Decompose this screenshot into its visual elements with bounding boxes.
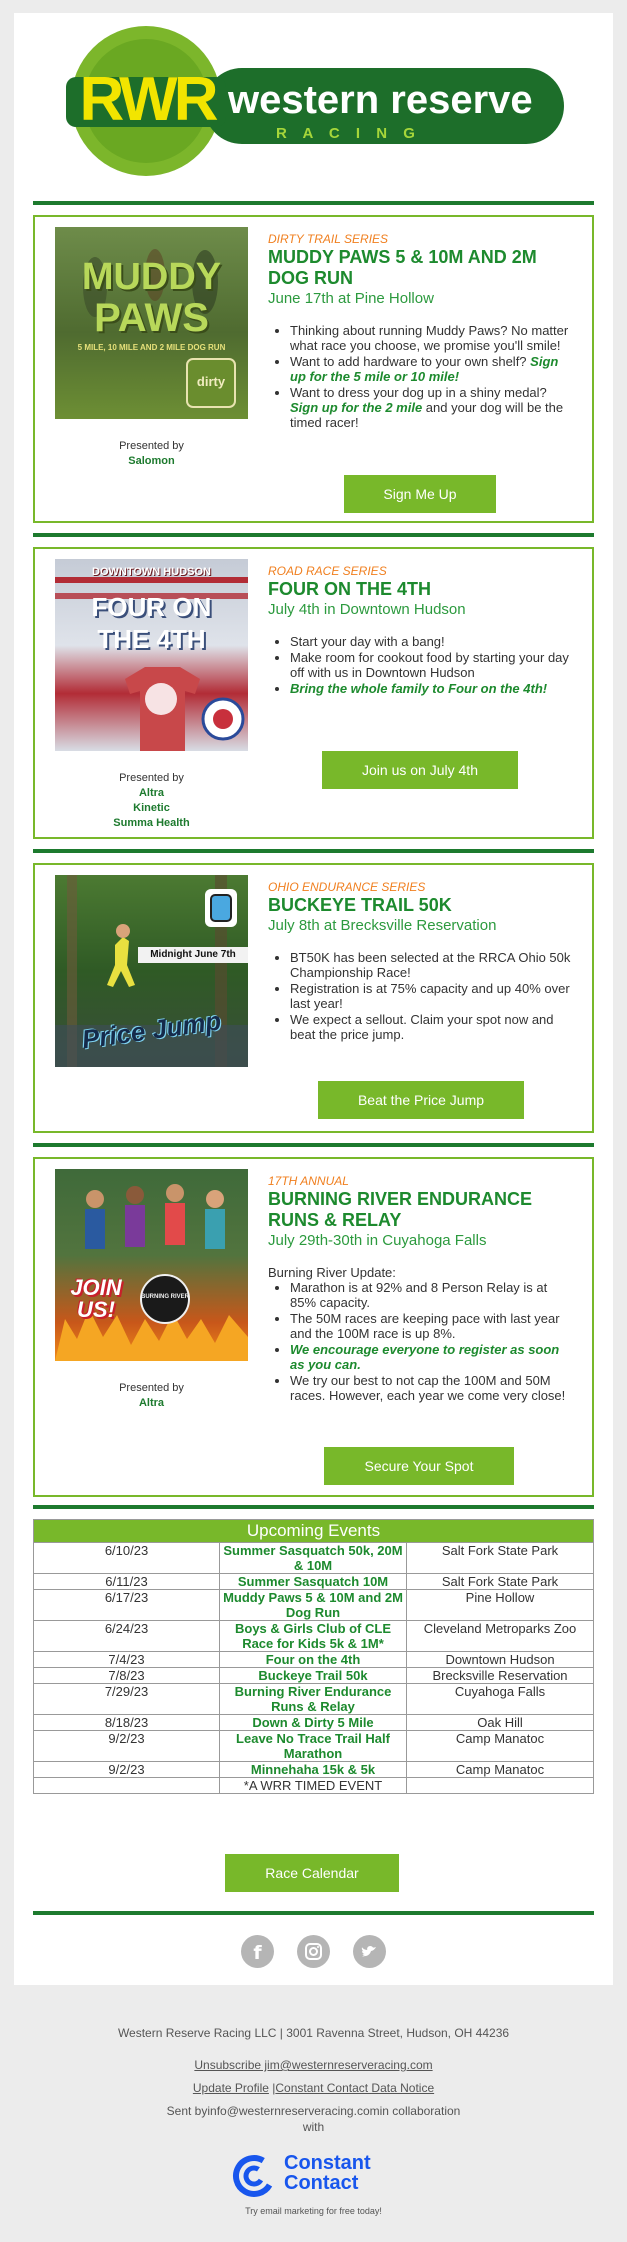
event-title: BURNING RIVER ENDURANCE RUNS & RELAY <box>268 1189 533 1230</box>
bullet <box>290 681 576 696</box>
sign-me-up-button[interactable]: Sign Me Up <box>344 475 496 513</box>
race-calendar-button[interactable]: Race Calendar <box>225 1854 399 1892</box>
bullet <box>290 1373 576 1403</box>
table-row <box>34 1715 594 1731</box>
data-notice-link[interactable]: Constant Contact Data Notice <box>275 2081 435 2095</box>
secure-your-spot-button[interactable]: Secure Your Spot <box>324 1447 514 1485</box>
table-row <box>34 1778 594 1794</box>
four-on-the-4th-image[interactable] <box>55 559 248 751</box>
table-row <box>34 1668 594 1684</box>
event-name-link[interactable]: Minnehaha 15k & 5k <box>220 1762 407 1778</box>
event-date: 7/8/23 <box>34 1668 220 1684</box>
event-subtitle: July 4th in Downtown Hudson <box>268 601 466 618</box>
event-location: Camp Manatoc <box>407 1731 594 1762</box>
series-label: DIRTY TRAIL SERIES <box>268 232 389 246</box>
paws-text: PAWS <box>94 296 209 340</box>
presented-by <box>55 771 248 831</box>
update-profile-link[interactable]: Update Profile <box>192 2081 269 2095</box>
card-muddy-paws <box>33 215 594 523</box>
downtown-hudson-text: DOWNTOWN HUDSON <box>92 566 211 578</box>
card-content <box>268 563 576 697</box>
table-row <box>34 1762 594 1778</box>
bullet-text: Want to dress your dog up in a shiny medal? <box>290 385 547 400</box>
twitter-icon[interactable] <box>353 1935 386 1968</box>
event-location: Cuyahoga Falls <box>407 1684 594 1715</box>
bullet <box>290 950 576 980</box>
logo-rwr-text: RWR <box>79 65 215 134</box>
event-date: 9/2/23 <box>34 1731 220 1762</box>
burning-river-image[interactable] <box>55 1169 248 1361</box>
event-name-link[interactable]: Muddy Paws 5 & 10M and 2M Dog Run <box>220 1590 407 1621</box>
bullet-text: Thinking about running Muddy Paws? No matter what race you choose, we promise you'll smile! <box>290 323 569 353</box>
logo-name-text: western reserve <box>228 78 533 122</box>
the-4th-text: THE 4TH <box>97 624 206 654</box>
bullet <box>290 1012 576 1042</box>
bullet <box>290 1342 576 1372</box>
muddy-paws-distances: 5 MILE, 10 MILE AND 2 MILE DOG RUN <box>77 343 226 352</box>
event-name-link[interactable]: Summer Sasquatch 10M <box>220 1574 407 1590</box>
event-date: 6/10/23 <box>34 1543 220 1574</box>
series-label: ROAD RACE SERIES <box>268 564 387 578</box>
bullet <box>290 385 576 430</box>
facebook-glyph <box>241 1935 274 1968</box>
presented-by <box>55 1381 248 1411</box>
event-name-link[interactable]: Down & Dirty 5 Mile <box>220 1715 407 1731</box>
upcoming-events-table <box>33 1519 594 1794</box>
dirty-badge: dirty <box>196 374 226 389</box>
bullet-text: Marathon is at 92% and 8 Person Relay is at 85% capacity. <box>290 1280 548 1310</box>
constant-contact-text-2: Contact <box>284 2172 359 2194</box>
table-row <box>34 1652 594 1668</box>
sponsor-summa-health: Summa Health <box>113 817 190 829</box>
event-title: FOUR ON THE 4TH <box>268 579 432 599</box>
instagram-icon[interactable] <box>297 1935 330 1968</box>
flag-shirt-illustration <box>55 559 248 751</box>
timed-event-note: *A WRR TIMED EVENT <box>220 1778 407 1794</box>
event-location: Brecksville Reservation <box>407 1668 594 1684</box>
sent-by-label: Sent by <box>166 2104 208 2118</box>
divider <box>33 201 594 205</box>
card-buckeye-trail-50k <box>33 863 594 1133</box>
bullet-highlight: We encourage everyone to register as soon as you can. <box>290 1342 560 1372</box>
footer-links <box>0 2080 627 2096</box>
buckeye-trail-image[interactable] <box>55 875 248 1067</box>
event-date: 6/24/23 <box>34 1621 220 1652</box>
card-content <box>268 231 576 431</box>
event-location: Salt Fork State Park <box>407 1543 594 1574</box>
event-date: 6/11/23 <box>34 1574 220 1590</box>
sponsor-salomon: Salomon <box>128 455 175 467</box>
bullet-text: Want to add hardware to your own shelf? <box>290 354 531 369</box>
empty-cell <box>34 1778 220 1794</box>
logo[interactable] <box>14 13 613 203</box>
event-date: 9/2/23 <box>34 1762 220 1778</box>
event-location: Salt Fork State Park <box>407 1574 594 1590</box>
bullet-list <box>268 323 576 430</box>
bullet-text: and your dog will be the timed racer! <box>290 400 564 430</box>
sender-email: info@westernreserveracing.com <box>207 2104 380 2118</box>
card-content <box>268 1173 576 1404</box>
empty-cell <box>407 1778 594 1794</box>
table-row <box>34 1590 594 1621</box>
event-name-link[interactable]: Four on the 4th <box>220 1652 407 1668</box>
table-row <box>34 1731 594 1762</box>
event-location: Downtown Hudson <box>407 1652 594 1668</box>
bullet <box>290 1311 576 1341</box>
bullet-text: Start your day with a bang! <box>290 634 445 649</box>
sponsor-altra: Altra <box>138 787 165 799</box>
table-row <box>34 1684 594 1715</box>
presented-by <box>55 439 248 469</box>
twitter-glyph <box>353 1935 386 1968</box>
burning-river-badge-text: BURNING RIVER <box>141 1294 190 1300</box>
card-content <box>268 879 576 1043</box>
footer-separator: | <box>268 2081 276 2095</box>
join-us-july-4th-button[interactable]: Join us on July 4th <box>322 751 518 789</box>
bullet <box>290 354 576 384</box>
divider <box>33 533 594 537</box>
bullet-highlight: Sign up for the 5 mile or 10 mile! <box>290 354 559 384</box>
divider <box>33 1505 594 1509</box>
sponsor-kinetic: Kinetic <box>133 802 170 814</box>
bullet-text: Make room for cookout food by starting your day off with us in Downtown Hudson <box>290 650 569 680</box>
table-row <box>34 1574 594 1590</box>
bullet-text: Registration is at 75% capacity and up 40% over last year! <box>290 981 570 1011</box>
presented-label: Presented by <box>119 1382 184 1394</box>
event-name-link[interactable]: Leave No Trace Trail Half Marathon <box>220 1731 407 1762</box>
event-subtitle: July 29th-30th in Cuyahoga Falls <box>268 1232 487 1249</box>
constant-contact-icon <box>232 2153 276 2199</box>
event-location: Camp Manatoc <box>407 1762 594 1778</box>
price-jump-text: Price Jump <box>80 1005 223 1055</box>
bullet-highlight: Bring the whole family to Four on the 4th! <box>290 681 548 696</box>
four-on-text: FOUR ON <box>91 592 212 622</box>
bullet <box>290 634 576 649</box>
muddy-paws-image[interactable] <box>55 227 248 419</box>
bullet-text: The 50M races are keeping pace with last year and the 100M race is up 8%. <box>290 1311 560 1341</box>
constant-contact-tagline: Try email marketing for free today! <box>245 2206 382 2216</box>
presented-label: Presented by <box>119 772 184 784</box>
divider <box>33 1911 594 1915</box>
bullet-list <box>268 1280 576 1403</box>
join-text: JOIN <box>70 1275 122 1300</box>
event-date: 6/17/23 <box>34 1590 220 1621</box>
divider <box>33 1143 594 1147</box>
event-title: MUDDY PAWS 5 & 10M AND 2M DOG RUN <box>268 247 537 288</box>
series-label: OHIO ENDURANCE SERIES <box>268 880 426 894</box>
event-subtitle: June 17th at Pine Hollow <box>268 290 434 307</box>
midnight-june-7th-text: Midnight June 7th <box>138 947 248 963</box>
muddy-text: MUDDY <box>81 256 222 298</box>
event-name-link[interactable]: Boys & Girls Club of CLE Race for Kids 5k & 1M* <box>220 1621 407 1652</box>
footer-with: with <box>302 2120 325 2134</box>
footer-unsubscribe <box>0 2057 627 2073</box>
event-date: 7/4/23 <box>34 1652 220 1668</box>
event-location: Oak Hill <box>407 1715 594 1731</box>
event-subtitle: July 8th at Brecksville Reservation <box>268 917 497 934</box>
series-label: 17TH ANNUAL <box>268 1174 349 1188</box>
sponsor-altra: Altra <box>138 1397 165 1409</box>
bullet-list <box>268 950 576 1042</box>
svg-text:f: f <box>253 1942 262 1964</box>
email-body <box>14 13 613 1985</box>
beat-the-price-jump-button[interactable]: Beat the Price Jump <box>318 1081 524 1119</box>
runners-fire-illustration <box>55 1169 248 1361</box>
bullet-highlight: Sign up for the 2 mile <box>290 400 423 415</box>
event-date: 7/29/23 <box>34 1684 220 1715</box>
bullet-list <box>268 634 576 696</box>
card-four-on-the-4th <box>33 547 594 839</box>
bullet <box>290 650 576 680</box>
event-location: Cleveland Metroparks Zoo <box>407 1621 594 1652</box>
event-date: 8/18/23 <box>34 1715 220 1731</box>
facebook-icon[interactable] <box>241 1935 274 1968</box>
event-name-link[interactable]: Buckeye Trail 50k <box>220 1668 407 1684</box>
bullet-text: BT50K has been selected at the RRCA Ohio 50k Championship Race! <box>290 950 571 980</box>
divider <box>33 849 594 853</box>
event-location: Pine Hollow <box>407 1590 594 1621</box>
constant-contact-logo[interactable] <box>232 2151 402 2203</box>
constant-contact-text-1: Constant <box>284 2152 371 2174</box>
logo-racing-text: R A C I N G <box>276 125 421 142</box>
unsubscribe-link[interactable]: Unsubscribe jim@westernreserveracing.com <box>194 2058 433 2072</box>
bullet <box>290 1280 576 1310</box>
update-intro: Burning River Update: <box>268 1265 396 1280</box>
table-row <box>34 1621 594 1652</box>
us-text: US! <box>77 1297 115 1322</box>
sent-collab-label: in collaboration <box>379 2104 461 2118</box>
bullet <box>290 323 576 353</box>
events-header: Upcoming Events <box>34 1520 594 1543</box>
footer-address: Western Reserve Racing LLC | 3001 Ravenna Street, Hudson, OH 44236 <box>117 2026 510 2040</box>
presented-label: Presented by <box>119 440 184 452</box>
footer-sent-by <box>0 2103 627 2119</box>
card-burning-river <box>33 1157 594 1497</box>
bullet-text: We expect a sellout. Claim your spot now and beat the price jump. <box>290 1012 554 1042</box>
instagram-glyph <box>297 1935 330 1968</box>
bullet <box>290 981 576 1011</box>
bullet-text: We try our best to not cap the 100M and 50M races. However, each year we come very close! <box>290 1373 566 1403</box>
event-name-link[interactable]: Burning River Endurance Runs & Relay <box>220 1684 407 1715</box>
event-name-link[interactable]: Summer Sasquatch 50k, 20M & 10M <box>220 1543 407 1574</box>
table-row <box>34 1543 594 1574</box>
event-title: BUCKEYE TRAIL 50K <box>268 895 452 915</box>
